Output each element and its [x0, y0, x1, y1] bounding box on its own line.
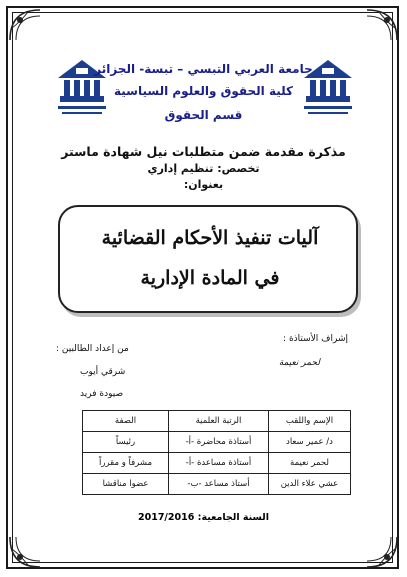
jury-table: [82, 410, 351, 495]
jury-member-role: مشرفاً و مقرراً: [83, 453, 169, 474]
jury-member-name: لحمر نعيمة: [269, 453, 351, 474]
jury-member-rank: أستاذة محاضرة -أ-: [169, 432, 269, 453]
ornament-corner-icon: [365, 535, 399, 569]
memo-statement: مذكرة مقدمة ضمن متطلبات نيل شهادة ماستر: [61, 144, 346, 159]
jury-member-role: عضوا مناقشا: [83, 474, 169, 495]
thesis-title-box: [58, 205, 358, 313]
supervisor-name: لحمر نعيمة: [278, 358, 320, 368]
academic-year: السنة الجامعية: 2017/2016: [137, 512, 270, 523]
jury-member-rank: أستاذة مساعدة -أ-: [169, 453, 269, 474]
student-name: شرقي أيوب: [80, 367, 126, 377]
student-name: صيودة فريد: [80, 389, 124, 399]
table-row: [83, 474, 351, 495]
specialty: تخصص: تنظيم إداري: [147, 162, 260, 175]
students-label: من إعداد الطالبين :: [56, 344, 129, 354]
jury-header-name: الإسم واللقب: [269, 411, 351, 432]
ornament-corner-icon: [8, 535, 42, 569]
title-label: بعنوان:: [183, 178, 224, 191]
department-name: قسم الحقوق: [164, 108, 243, 122]
thesis-title-line-2: في المادة الإدارية: [140, 267, 280, 289]
jury-member-name: عشي علاء الدين: [269, 474, 351, 495]
ornament-corner-icon: [365, 8, 399, 42]
university-name: جامعة العربي التبسي – تبسة- الجزائر: [94, 62, 313, 76]
jury-header-rank: الرتبة العلمية: [169, 411, 269, 432]
jury-member-role: رئيساً: [83, 432, 169, 453]
thesis-title-line-1: آليات تنفيذ الأحكام القضائية: [101, 227, 319, 249]
table-row: [83, 453, 351, 474]
jury-header-role: الصفة: [83, 411, 169, 432]
ornament-corner-icon: [8, 8, 42, 42]
jury-member-rank: أستاذ مساعد -ب-: [169, 474, 269, 495]
supervisor-label: إشراف الأستاذة :: [283, 334, 348, 344]
jury-member-name: د/ عمير سعاد: [269, 432, 351, 453]
jury-header-row: [83, 411, 351, 432]
faculty-name: كلية الحقوق والعلوم السياسية: [113, 84, 294, 98]
table-row: [83, 432, 351, 453]
